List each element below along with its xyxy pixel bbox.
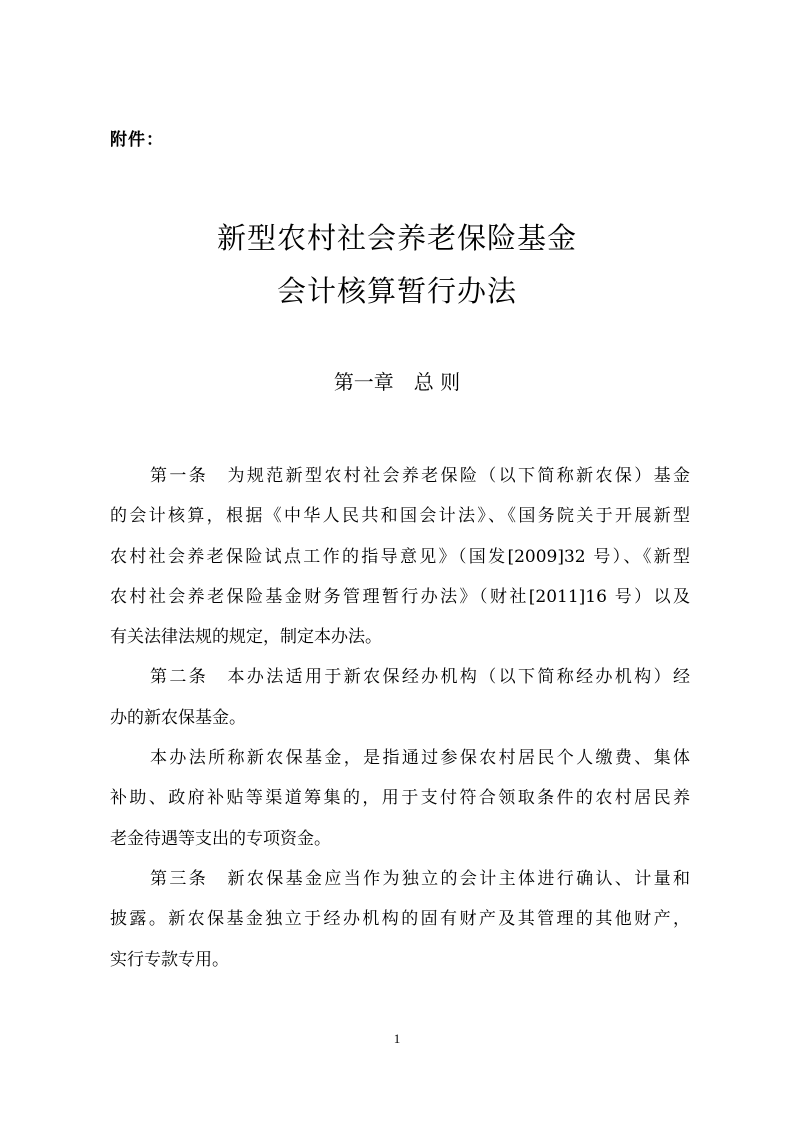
body-line: 第二条 本办法适用于新农保经办机构（以下简称经办机构）经 — [150, 667, 690, 688]
body-line: 补助、政府补贴等渠道筹集的，用于支付符合领取条件的农村居民养 — [110, 788, 690, 809]
page-number: 1 — [393, 1031, 401, 1046]
body-line: 老金待遇等支出的专项资金。 — [110, 828, 331, 849]
body-line: 办的新农保基金。 — [110, 707, 246, 728]
body-line: 有关法律法规的规定，制定本办法。 — [110, 627, 382, 648]
document-title-line-2: 会计核算暂行办法 — [276, 274, 517, 308]
body-line: 实行专款专用。 — [110, 949, 229, 970]
body-line: 第一条 为规范新型农村社会养老保险（以下简称新农保）基金 — [150, 466, 690, 486]
body-line: 本办法所称新农保基金，是指通过参保农村居民个人缴费、集体 — [150, 748, 690, 769]
body-line: 第三条 新农保基金应当作为独立的会计主体进行确认、计量和 — [150, 868, 690, 889]
body-line: 农村社会养老保险基金财务管理暂行办法》（财社[2011]16 号）以及 — [110, 586, 690, 607]
document-title-line-1: 新型农村社会养老保险基金 — [216, 221, 577, 255]
chapter-heading: 第一章 总 则 — [333, 370, 461, 394]
attachment-label: 附件： — [110, 130, 164, 150]
body-line: 披露。新农保基金独立于经办机构的固有财产及其管理的其他财产， — [110, 909, 690, 930]
document-body — [110, 456, 690, 980]
body-line: 农村社会养老保险试点工作的指导意见》（国发[2009]32 号）、《新型 — [110, 546, 690, 567]
body-line: 的会计核算，根据《中华人民共和国会计法》、《国务院关于开展新型 — [110, 506, 690, 527]
